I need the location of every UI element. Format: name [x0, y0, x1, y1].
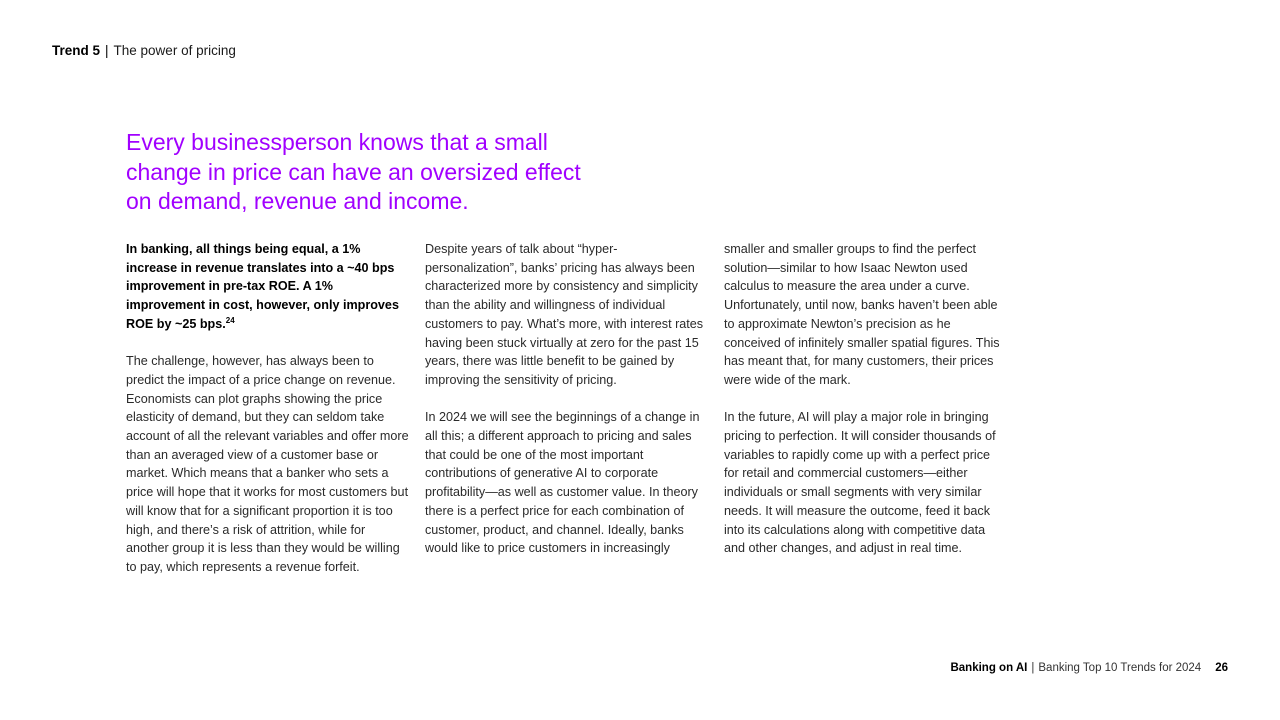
publication-subtitle: Banking Top 10 Trends for 2024	[1038, 662, 1202, 674]
section-title: The power of pricing	[113, 43, 236, 58]
header-separator: |	[105, 43, 109, 58]
page-number: 26	[1215, 662, 1228, 674]
running-footer	[950, 661, 1228, 675]
pull-quote-headline: Every businessperson knows that a small change in price can have an oversized effect on demand, revenue and income.	[126, 129, 581, 214]
lead-text: In banking, all things being equal, a 1% increase in revenue translates into a ~40 bps improvement in pre-tax ROE. A 1% improvement in cost, however, only improves ROE by ~25 bps.	[126, 242, 399, 331]
publication-name: Banking on AI	[950, 662, 1028, 674]
body-paragraph: In 2024 we will see the beginnings of a change in all this; a different approach to pricing and sales that could be one of the most important contributions of generative AI to corporate profitability—as well as customer value. In theory there is a perfect price for each combination of customer, product, and channel. Ideally, banks would like to price customers in increasingly	[425, 410, 700, 556]
text-column-3	[724, 240, 1008, 577]
footer-separator: |	[1031, 662, 1035, 674]
text-column-1	[126, 240, 410, 595]
section-label: Trend 5	[52, 43, 101, 58]
body-paragraph: Despite years of talk about “hyper-personalization”, banks’ pricing has always been characterized more by consistency and simplicity than the ability and willingness of individual customers to pay. What’s more, with interest rates having been stuck virtually at zero for the past 15 years, there was little benefit to be gained by improving the sensitivity of pricing.	[425, 242, 704, 387]
text-column-2	[425, 240, 709, 577]
body-paragraph: smaller and smaller groups to find the perfect solution—similar to how Isaac Newton used calculus to measure the area under a curve. Unfortunately, until now, banks haven’t been able to approximate Newton’s precision as he conceived of infinitely smaller spatial figures. This has meant that, for many customers, their prices were wide of the mark.	[724, 242, 1000, 387]
body-paragraph: The challenge, however, has always been to predict the impact of a price change on revenue. Economists can plot graphs showing the price elasticity of demand, but they can seldom take account of all the relevant variables and offer more than an averaged view of a customer base or market. Which means that a banker who sets a price will hope that it works for most customers but will know that for a significant proportion it is too high, and there’s a risk of attrition, while for another group it is less than they would be willing to pay, which represents a revenue forfeit.	[126, 354, 409, 574]
lead-paragraph	[126, 240, 410, 334]
running-header	[52, 43, 236, 59]
body-paragraph: In the future, AI will play a major role in bringing pricing to perfection. It will consider thousands of variables to rapidly come up with a perfect price for retail and commercial customers—either individuals or small segments with very similar needs. It will measure the outcome, feed it back into its calculations along with competitive data and other changes, and adjust in real time.	[724, 410, 996, 556]
footnote-marker: 24	[225, 315, 235, 325]
